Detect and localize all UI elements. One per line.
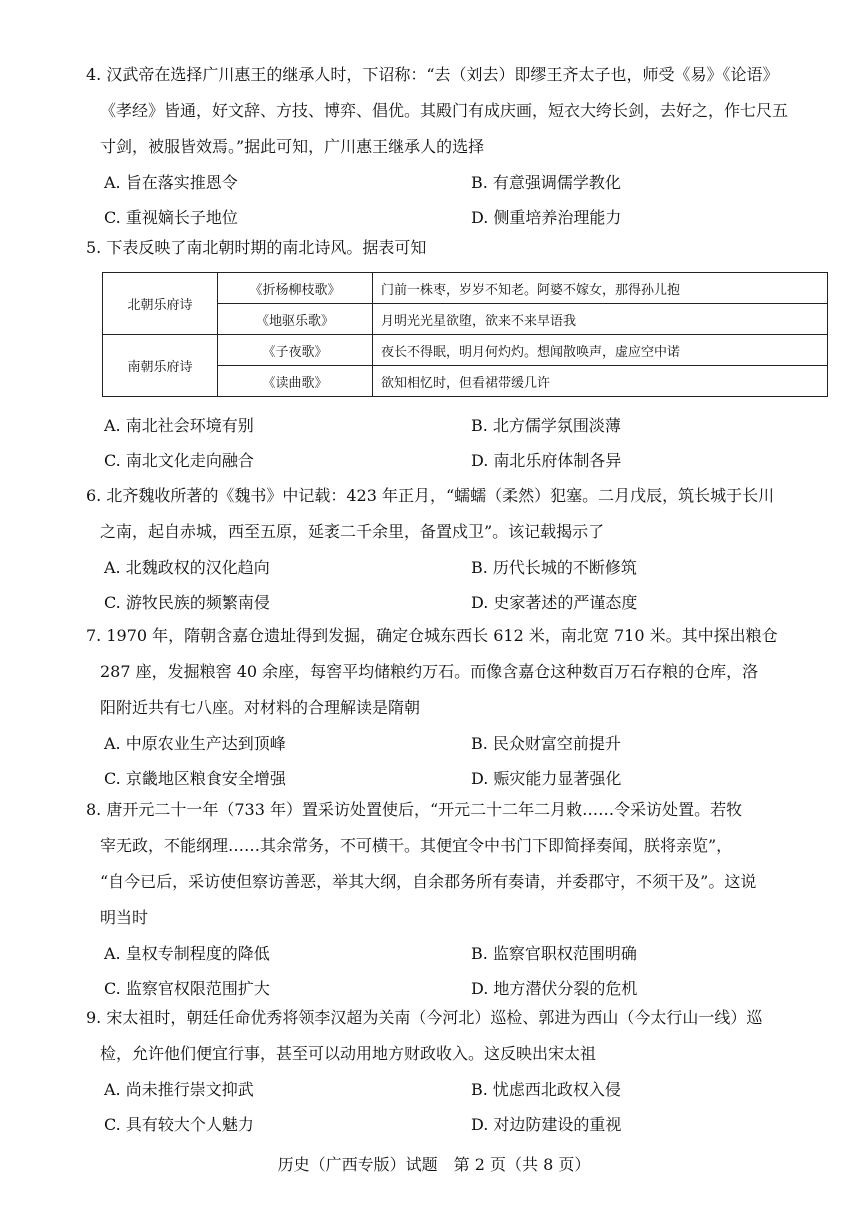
north-label: 北朝乐府诗	[103, 273, 218, 335]
poem-title: 《子夜歌》	[218, 335, 373, 366]
question-7-line-3: 阳附近共有七八座。对材料的合理解读是隋朝	[100, 698, 421, 717]
question-8-options-row-1	[86, 936, 806, 971]
question-6	[86, 478, 806, 620]
poem-table	[102, 272, 828, 397]
option-c[interactable]: C. 游牧民族的频繁南侵	[104, 593, 270, 612]
question-5-line-1: 5. 下表反映了南北朝时期的南北诗风。据表可知	[86, 238, 427, 257]
option-d[interactable]: D. 地方潜伏分裂的危机	[471, 979, 638, 998]
table-row	[103, 335, 828, 366]
option-b[interactable]: B. 有意强调儒学教化	[471, 173, 621, 192]
table-row	[103, 273, 828, 304]
poem-text: 月明光光星欲堕，欲来不来早语我	[373, 304, 828, 335]
question-5	[86, 230, 806, 266]
question-4-line-1: 4. 汉武帝在选择广川惠王的继承人时，下诏称：“去（刘去）即缪王齐太子也，师受《易》《论语》	[86, 65, 779, 84]
option-c[interactable]: C. 具有较大个人魅力	[104, 1115, 254, 1134]
question-4-line-2: 《孝经》皆通，好文辞、方技、博弈、倡优。其殿门有成庆画，短衣大绔长剑，去好之，作七尺五	[100, 101, 789, 120]
option-c[interactable]: C. 京畿地区粮食安全增强	[104, 769, 286, 788]
question-6-line-1: 6. 北齐魏收所著的《魏书》中记载：423 年正月，“蠕蠕（柔然）犯塞。二月戊辰，筑长城于长川	[86, 486, 775, 505]
question-5-options-row-1	[86, 408, 806, 443]
question-7-options-row-1	[86, 726, 806, 761]
option-b[interactable]: B. 忧虑西北政权入侵	[471, 1080, 621, 1099]
question-7-options-row-2	[86, 761, 806, 796]
question-9-options-row-1	[86, 1072, 806, 1107]
option-d[interactable]: D. 史家著述的严谨态度	[471, 593, 638, 612]
question-6-options-row-1	[86, 550, 806, 585]
question-9-line-2: 检，允许他们便宜行事，甚至可以动用地方财政收入。这反映出宋太祖	[100, 1044, 597, 1063]
south-label: 南朝乐府诗	[103, 335, 218, 397]
option-a[interactable]: A. 中原农业生产达到顶峰	[104, 734, 286, 753]
question-7-line-2: 287 座，发掘粮窖 40 余座，每窖平均储粮约万石。而像含嘉仓这种数百万石存粮的仓库，洛	[100, 662, 759, 681]
poem-title: 《地驱乐歌》	[218, 304, 373, 335]
option-d[interactable]: D. 南北乐府体制各异	[471, 451, 622, 470]
question-5-options	[86, 408, 806, 478]
option-c[interactable]: C. 监察官权限范围扩大	[104, 979, 270, 998]
question-8	[86, 792, 806, 1006]
question-8-line-3: “自今已后，采访使但察访善恶，举其大纲，自余郡务所有奏请，并委郡守，不须干及”。这说	[100, 872, 757, 891]
question-7	[86, 618, 806, 796]
question-9-line-1: 9. 宋太祖时，朝廷任命优秀将领李汉超为关南（今河北）巡检、郭进为西山（今太行山一线）巡	[86, 1008, 763, 1027]
option-a[interactable]: A. 旨在落实推恩令	[104, 173, 238, 192]
option-a[interactable]: A. 南北社会环境有别	[104, 416, 254, 435]
question-6-options-row-2	[86, 585, 806, 620]
option-b[interactable]: B. 北方儒学氛围淡薄	[471, 416, 621, 435]
poem-text: 欲知相忆时，但看裙带缓几许	[373, 366, 828, 397]
option-d[interactable]: D. 对边防建设的重视	[471, 1115, 622, 1134]
poem-text: 门前一株枣，岁岁不知老。阿婆不嫁女，那得孙儿抱	[373, 273, 828, 304]
option-a[interactable]: A. 皇权专制程度的降低	[104, 944, 270, 963]
option-c[interactable]: C. 南北文化走向融合	[104, 451, 254, 470]
question-4-line-3: 寸剑，被服皆效焉。”据此可知，广川惠王继承人的选择	[100, 137, 485, 156]
option-a[interactable]: A. 尚未推行崇文抑武	[104, 1080, 254, 1099]
option-c[interactable]: C. 重视嫡长子地位	[104, 208, 238, 227]
poem-title: 《折杨柳枝歌》	[218, 273, 373, 304]
poem-text: 夜长不得眠，明月何灼灼。想闻散唤声，虚应空中诺	[373, 335, 828, 366]
question-8-line-1: 8. 唐开元二十一年（733 年）置采访处置使后，“开元二十二年二月敕……令采访处置。若牧	[86, 800, 743, 819]
question-4-options-row-1	[86, 165, 806, 200]
question-9	[86, 1000, 806, 1142]
option-a[interactable]: A. 北魏政权的汉化趋向	[104, 558, 270, 577]
question-5-options-row-2	[86, 443, 806, 478]
option-b[interactable]: B. 监察官职权范围明确	[471, 944, 637, 963]
question-8-line-2: 宰无政，不能纲理……其余常务，不可横干。其便宜令中书门下即简择奏闻，朕将亲览”，	[100, 836, 733, 855]
question-9-options-row-2	[86, 1107, 806, 1142]
option-d[interactable]: D. 侧重培养治理能力	[471, 208, 622, 227]
poem-title: 《读曲歌》	[218, 366, 373, 397]
question-8-line-4: 明当时	[100, 908, 149, 927]
option-b[interactable]: B. 民众财富空前提升	[471, 734, 621, 753]
page-footer: 历史（广西专版）试题 第 2 页（共 8 页）	[277, 1155, 591, 1174]
option-d[interactable]: D. 赈灾能力显著强化	[471, 769, 622, 788]
question-4	[86, 57, 806, 235]
question-7-line-1: 7. 1970 年，隋朝含嘉仓遗址得到发掘，确定仓城东西长 612 米，南北宽 710 米。其中探出粮仓	[86, 626, 778, 645]
option-b[interactable]: B. 历代长城的不断修筑	[471, 558, 637, 577]
question-6-line-2: 之南，起自赤城，西至五原，延袤二千余里，备置戍卫”。该记载揭示了	[100, 522, 605, 541]
